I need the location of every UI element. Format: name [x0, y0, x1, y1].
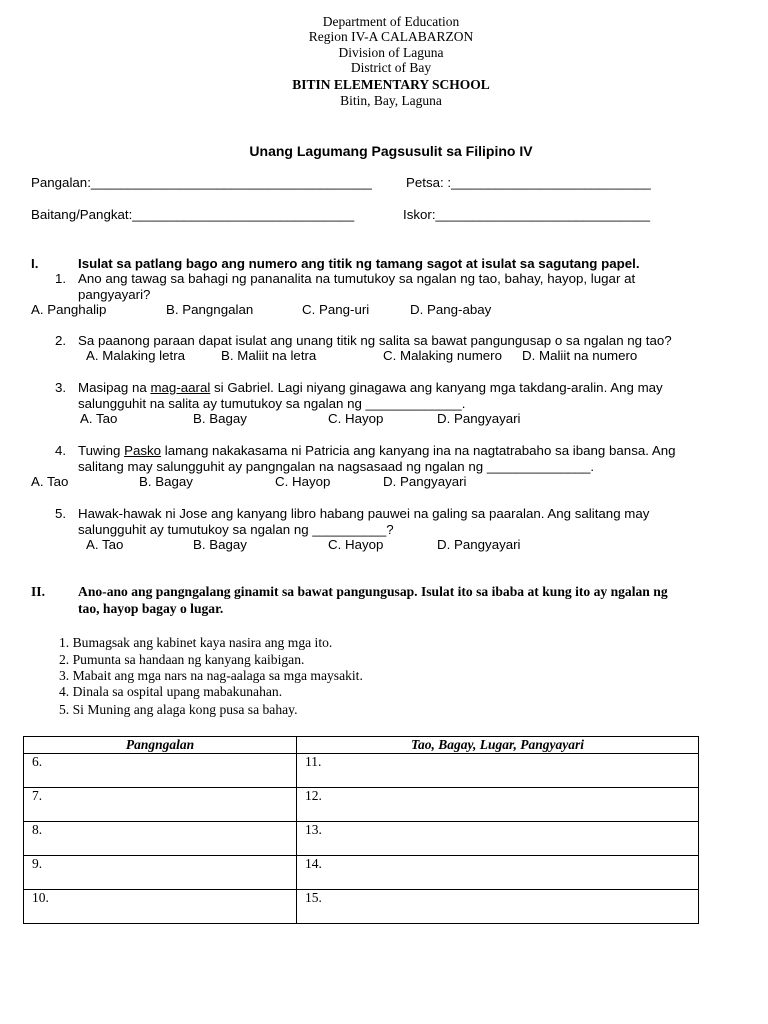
department-name: Department of Education — [322, 14, 460, 29]
sentence-1: 1. Bumagsak ang kabinet kaya nasira ang mga ito. — [59, 635, 333, 650]
part2-instruction-line1: Ano-ano ang pangngalang ginamit sa bawat pangungusap. Isulat ito sa ibaba at kung ito ay ngalan ng — [78, 584, 668, 599]
q3-choice-c[interactable]: C. Hayop — [328, 411, 384, 426]
answer-cell[interactable]: 15. — [297, 890, 699, 924]
part1-number: I. — [31, 256, 39, 271]
column-header-category: Tao, Bagay, Lugar, Pangyayari — [297, 737, 699, 754]
q5-text-line2: salungguhit ay tumutukoy sa ngalan ng __________? — [78, 522, 394, 537]
answer-cell[interactable]: 11. — [297, 754, 699, 788]
sentence-5: 5. Si Muning ang alaga kong pusa sa bahay. — [59, 702, 298, 717]
division-name: Division of Laguna — [338, 45, 444, 60]
answer-cell[interactable]: 8. — [24, 822, 297, 856]
q1-choice-c[interactable]: C. Pang-uri — [302, 302, 370, 317]
q3-text-line2: salungguhit na salita ay tumutukoy sa ngalan ng _____________. — [78, 396, 466, 411]
date-blank[interactable]: ___________________________ — [451, 175, 651, 190]
q2-number: 2. — [55, 333, 67, 348]
q2-choice-c[interactable]: C. Malaking numero — [383, 348, 502, 363]
sentence-4: 4. Dinala sa ospital upang mabakunahan. — [59, 684, 283, 699]
q2-choice-d[interactable]: D. Maliit na numero — [522, 348, 638, 363]
school-name: BITIN ELEMENTARY SCHOOL — [292, 77, 490, 92]
score-field[interactable] — [403, 207, 650, 222]
part2-instruction-line2: tao, hayop bagay o lugar. — [78, 601, 224, 616]
q1-choice-d[interactable]: D. Pang-abay — [410, 302, 492, 317]
q4-text-line2: salitang may salungguhit ay pangngalan na nagsasaad ng ngalan ng ______________. — [78, 459, 595, 474]
q3-choice-a[interactable]: A. Tao — [80, 411, 118, 426]
table-row — [24, 788, 699, 822]
table-row — [24, 856, 699, 890]
q5-choice-d[interactable]: D. Pangyayari — [437, 537, 521, 552]
q1-choice-a[interactable]: A. Panghalip — [31, 302, 107, 317]
q4-text-line1 — [78, 443, 676, 458]
answer-cell[interactable]: 14. — [297, 856, 699, 890]
grade-section-field[interactable] — [31, 207, 354, 222]
district-name: District of Bay — [350, 60, 432, 75]
name-label: Pangalan: — [31, 175, 91, 190]
q4-choice-b[interactable]: B. Bagay — [139, 474, 193, 489]
answer-cell[interactable]: 13. — [297, 822, 699, 856]
q2-choice-a[interactable]: A. Malaking letra — [86, 348, 186, 363]
q4-text-pre: Tuwing — [78, 443, 125, 458]
answer-cell[interactable]: 6. — [24, 754, 297, 788]
q5-choice-c[interactable]: C. Hayop — [328, 537, 384, 552]
q3-choice-b[interactable]: B. Bagay — [193, 411, 247, 426]
date-label: Petsa: : — [406, 175, 452, 190]
q3-text-line1 — [78, 380, 663, 395]
q1-text-line2: pangyayari? — [78, 287, 151, 302]
table-row — [24, 754, 699, 788]
answer-cell[interactable]: 7. — [24, 788, 297, 822]
q3-text-pre: Masipag na — [78, 380, 151, 395]
q1-choice-b[interactable]: B. Pangngalan — [166, 302, 254, 317]
answer-cell[interactable]: 9. — [24, 856, 297, 890]
answer-cell[interactable]: 10. — [24, 890, 297, 924]
q4-text-post: lamang nakakasama ni Patricia ang kanyang ina na nagtatrabaho sa ibang bansa. Ang — [161, 443, 676, 458]
q3-number: 3. — [55, 380, 67, 395]
column-header-pangngalan: Pangngalan — [24, 737, 297, 754]
q4-choice-c[interactable]: C. Hayop — [275, 474, 331, 489]
grade-section-blank[interactable]: ______________________________ — [132, 207, 355, 222]
region-name: Region IV-A CALABARZON — [308, 29, 474, 44]
page-title: Unang Lagumang Pagsusulit sa Filipino IV — [249, 143, 533, 159]
q3-text-post: si Gabriel. Lagi niyang ginagawa ang kanyang mga takdang-aralin. Ang may — [210, 380, 663, 395]
score-blank[interactable]: _____________________________ — [435, 207, 650, 222]
name-field[interactable] — [31, 175, 372, 190]
table-header-row — [24, 737, 699, 754]
part1-instruction: Isulat sa patlang bago ang numero ang titik ng tamang sagot at isulat sa sagutang papel. — [78, 256, 640, 271]
q5-choice-b[interactable]: B. Bagay — [193, 537, 247, 552]
table-row — [24, 822, 699, 856]
answer-cell[interactable]: 12. — [297, 788, 699, 822]
q3-underlined-word: mag-aaral — [150, 380, 211, 395]
grade-section-label: Baitang/Pangkat: — [31, 207, 133, 222]
q1-number: 1. — [55, 271, 67, 286]
q1-text-line1: Ano ang tawag sa bahagi ng pananalita na tumutukoy sa ngalan ng tao, bahay, hayop, lugar at — [78, 271, 636, 286]
name-blank[interactable]: ______________________________________ — [90, 175, 372, 190]
q3-choice-d[interactable]: D. Pangyayari — [437, 411, 521, 426]
q2-text-line1: Sa paanong paraan dapat isulat ang unang titik ng salita sa bawat pangungusap o sa ngalan ng tao? — [78, 333, 672, 348]
q2-choice-b[interactable]: B. Maliit na letra — [221, 348, 317, 363]
answer-table — [23, 736, 699, 924]
score-label: Iskor: — [403, 207, 436, 222]
q5-number: 5. — [55, 506, 67, 521]
sentence-3: 3. Mabait ang mga nars na nag-aalaga sa mga maysakit. — [59, 668, 363, 683]
q4-underlined-word: Pasko — [124, 443, 162, 458]
part2-number: II. — [31, 584, 45, 599]
sentence-2: 2. Pumunta sa handaan ng kanyang kaibigan. — [59, 652, 305, 667]
q4-choice-a[interactable]: A. Tao — [31, 474, 69, 489]
date-field[interactable] — [406, 175, 651, 190]
q5-choice-a[interactable]: A. Tao — [86, 537, 124, 552]
q4-number: 4. — [55, 443, 67, 458]
q5-text-line1: Hawak-hawak ni Jose ang kanyang libro habang pauwei na galing sa paaralan. Ang salitang may — [78, 506, 650, 521]
q4-choice-d[interactable]: D. Pangyayari — [383, 474, 467, 489]
school-address: Bitin, Bay, Laguna — [340, 93, 442, 108]
table-row — [24, 890, 699, 924]
